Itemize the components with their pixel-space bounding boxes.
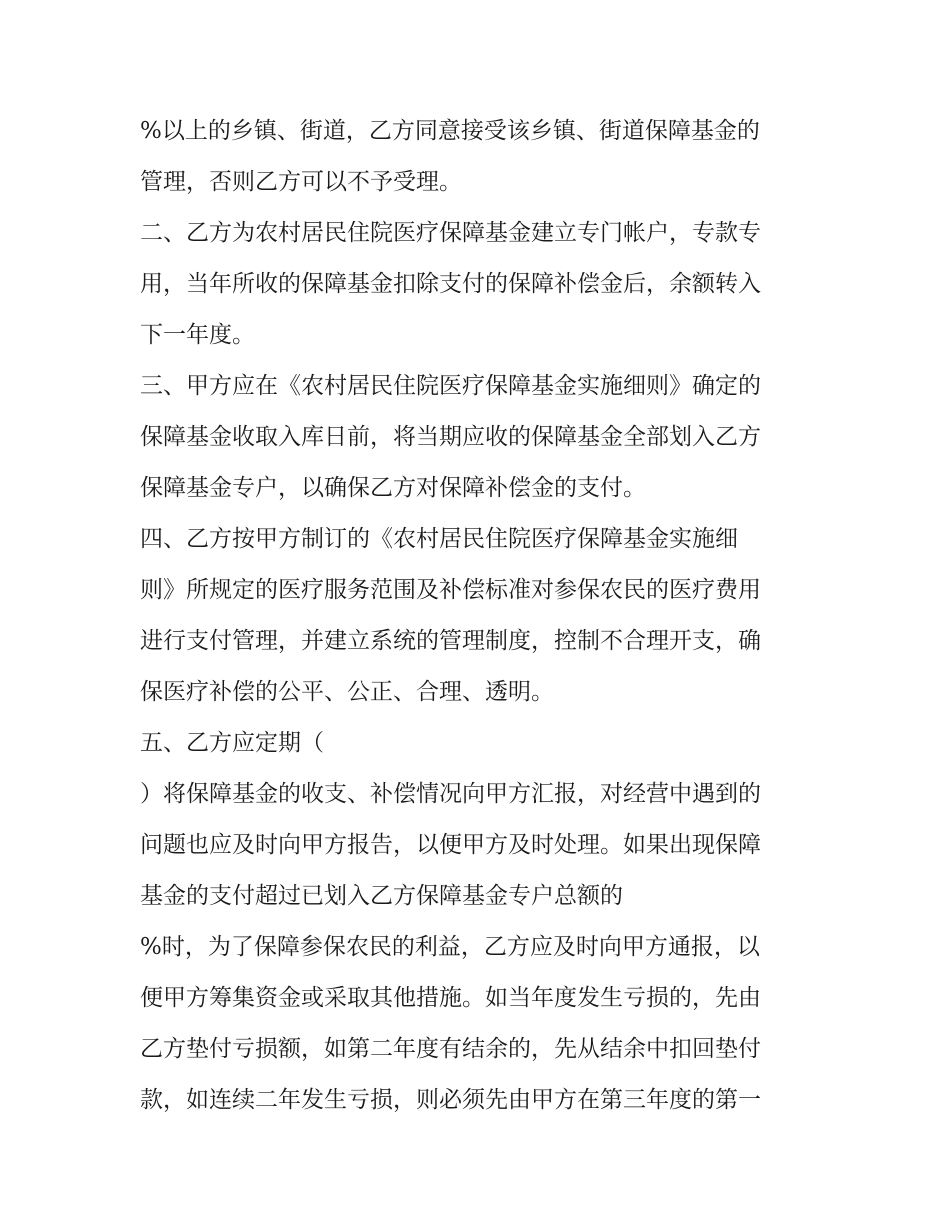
text-line: 下一年度。 (140, 322, 255, 348)
text-line: 则》所规定的医疗服务范围及补偿标准对参保农民的医疗费用 (140, 577, 761, 603)
text-line: 乙方垫付亏损额，如第二年度有结余的，先从结余中扣回垫付 (140, 1036, 761, 1062)
text-line: 用，当年所收的保障基金扣除支付的保障补偿金后，余额转入 (140, 271, 761, 297)
text-line: 四、乙方按甲方制订的《农村居民住院医疗保障基金实施细 (140, 526, 738, 552)
text-line: 进行支付管理，并建立系统的管理制度，控制不合理开支，确 (140, 628, 761, 654)
text-line: 保障基金收取入库日前，将当期应收的保障基金全部划入乙方 (140, 424, 761, 450)
text-line: 保医疗补偿的公平、公正、合理、透明。 (140, 679, 554, 705)
text-line: 问题也应及时向甲方报告，以便甲方及时处理。如果出现保障 (140, 832, 761, 858)
text-line: 三、甲方应在《农村居民住院医疗保障基金实施细则》确定的 (140, 373, 761, 399)
text-line: 便甲方筹集资金或采取其他措施。如当年度发生亏损的，先由 (140, 985, 761, 1011)
text-line: 基金的支付超过已划入乙方保障基金专户总额的 (140, 883, 623, 909)
text-line: 款，如连续二年发生亏损，则必须先由甲方在第三年度的第一 (140, 1087, 761, 1113)
text-line: 五、乙方应定期（ (140, 730, 324, 756)
text-line: %以上的乡镇、街道，乙方同意接受该乡镇、街道保障基金的 (140, 118, 760, 144)
text-line: %时，为了保障参保农民的利益，乙方应及时向甲方通报，以 (140, 934, 760, 960)
text-line: 保障基金专户，以确保乙方对保障补偿金的支付。 (140, 475, 646, 501)
text-line: 二、乙方为农村居民住院医疗保障基金建立专门帐户，专款专 (140, 220, 761, 246)
text-line: 管理，否则乙方可以不予受理。 (140, 169, 462, 195)
contract-text-body (140, 106, 820, 1126)
text-line: ）将保障基金的收支、补偿情况向甲方汇报，对经营中遇到的 (140, 781, 761, 807)
